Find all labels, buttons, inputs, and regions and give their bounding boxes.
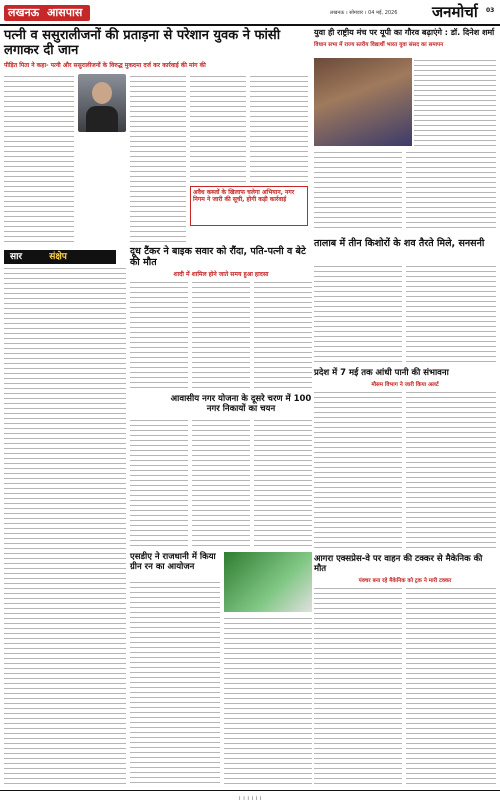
green-run-body-2: [224, 616, 312, 786]
storm-body-col2: [406, 390, 496, 550]
tanker-body-col3: [254, 280, 312, 390]
footer-rule: [0, 790, 500, 791]
footer-marks: । । । । । ।: [238, 795, 262, 802]
green-run-photo: [224, 552, 312, 612]
page-number: 03: [486, 7, 495, 14]
edition-section: आसपास: [47, 6, 83, 19]
housing-body-col1: [130, 418, 188, 548]
tanker-body-col2: [192, 280, 250, 390]
right-top-body-col1: [414, 58, 496, 146]
storm-headline: प्रदेश में 7 मई तक आंधी पानी की संभावना: [314, 368, 449, 378]
drown-body-col2: [406, 264, 496, 364]
fire-body-col1: [314, 586, 402, 786]
lead-headline: पत्नी व ससुरालीजनों की प्रताड़ना से परेशान युवक ने फांसी लगाकर दी जान: [4, 28, 281, 58]
sar-label: सार: [10, 252, 23, 262]
sankshep-label: संक्षेप: [49, 252, 67, 262]
housing-headline: आवासीय नगर योजना के दूसरे चरण में 100 नगर निकायों का चयन: [170, 394, 312, 414]
person-head-icon: [92, 82, 112, 104]
edition-city: लखनऊ: [8, 6, 40, 19]
masthead: [0, 0, 500, 28]
sar-column: [4, 266, 126, 786]
fire-body-col2: [406, 586, 496, 786]
highlight-banner-text: अवैध कब्जों के खिलाफ चलेगा अभियान, नगर निगम ने जारी की सूची, होगी कड़ी कार्रवाई: [193, 189, 295, 203]
date-line: लखनऊ । सोमवार । 04 मई, 2026: [330, 10, 398, 16]
lead-photo: [78, 74, 126, 132]
person-body-icon: [86, 106, 118, 132]
lead-body-col4: [250, 74, 308, 184]
highlight-banner: [190, 186, 308, 226]
drown-body-col1: [314, 264, 402, 364]
lead-body-col3: [190, 74, 246, 184]
green-run-body: [130, 580, 220, 786]
storm-body-col1: [314, 390, 402, 550]
edition-bar: [4, 5, 90, 21]
green-run-headline: एसडीए ने राजधानी में किया ग्रीन रन का आयोजन: [130, 552, 216, 572]
storm-subhead: मौसम विभाग ने जारी किया अलर्ट: [371, 382, 439, 388]
lead-body-col2: [130, 74, 186, 244]
right-top-body-col3: [406, 150, 496, 230]
drown-headline: तालाब में तीन किशोरों के शव तैरते मिले, सनसनी: [314, 238, 485, 249]
housing-body-col3: [254, 418, 312, 548]
housing-body-col2: [192, 418, 250, 548]
assembly-photo: [314, 58, 412, 146]
brand-logo: जनमोर्चा: [432, 3, 478, 21]
fire-subhead: पंक्चर बना रहे मैकेनिक को ट्रक ने मारी टक्कर: [358, 578, 452, 584]
lead-subhead: पीड़ित पिता ने कहा- पत्नी और ससुरालीजनों के विरुद्ध मुकदमा दर्ज कर कार्रवाई की मांग की: [4, 62, 206, 69]
sar-header: [4, 250, 116, 264]
lead-body-col1: [4, 74, 74, 244]
tanker-subhead: शादी में शामिल होने जाते समय हुआ हादसा: [173, 271, 269, 278]
tanker-body-col1: [130, 280, 188, 390]
tanker-headline: दूध टैंकर ने बाइक सवार को रौंदा, पति-पत्नी व बेटे की मौत: [130, 246, 306, 268]
right-top-body-col2: [314, 150, 402, 230]
masthead-rule: [0, 24, 500, 26]
right-top-subhead: विधान सभा में राज्य स्तरीय विद्यार्थी भारत युवा संसद का समापन: [314, 42, 444, 48]
right-top-headline: युवा ही राष्ट्रीय मंच पर यूपी का गौरव बढ़ाएंगे : डॉ. दिनेश शर्मा: [314, 28, 495, 37]
fire-headline: आगरा एक्सप्रेस-वे पर वाहन की टक्कर से मैकेनिक की मौत: [314, 554, 483, 574]
